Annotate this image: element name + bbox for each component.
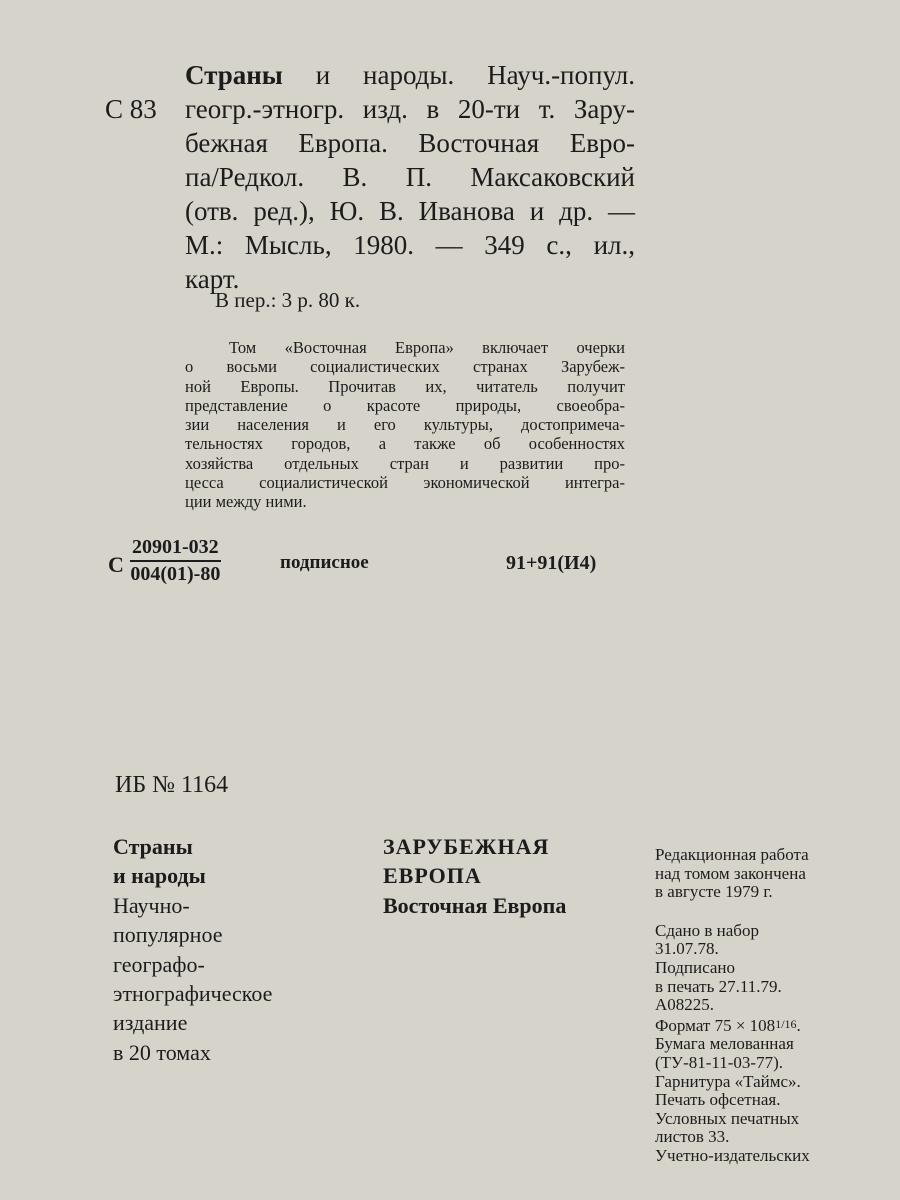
imprint-line: Подписано — [655, 957, 736, 977]
index-fraction — [130, 536, 221, 586]
call-number: С 83 — [105, 94, 157, 124]
imprint-line: Сдано в набор — [655, 920, 759, 940]
subscription-label: подписное — [280, 552, 369, 573]
imprint-line: Условных печатных — [655, 1108, 800, 1128]
volume-title-block — [383, 832, 566, 920]
biblio-title: Страны — [185, 60, 283, 90]
imprint-line: А08225. — [655, 995, 715, 1015]
imprint-block — [655, 846, 895, 1166]
series-line: географо- — [113, 951, 205, 977]
biblio-line: (отв. ред.), Ю. В. Иванова и др. — — [185, 196, 635, 226]
index-denominator: 004(01)-80 — [130, 563, 221, 585]
annotation-line: цесса социалистической экономической интегра- — [185, 473, 625, 493]
series-line: Научно- — [113, 892, 190, 918]
price: В пер.: 3 р. 80 к. — [215, 288, 361, 312]
index-letter: С — [108, 552, 124, 577]
format-fraction: 1/16 — [775, 1016, 797, 1031]
annotation-line: хозяйства отдельных стран и развитии про- — [185, 453, 625, 473]
annotation-line: тельностях городов, а также об особенностях — [185, 434, 625, 454]
annotation — [185, 338, 625, 512]
imprint-gap — [655, 902, 895, 922]
annotation-line: зии населения и его культуры, достопримеча- — [185, 415, 625, 435]
imprint-line: листов 33. — [655, 1127, 730, 1147]
series-block — [113, 832, 272, 1067]
series-line: популярное — [113, 922, 223, 948]
imprint-line: Редакционная работа — [655, 845, 809, 864]
volume-title-line: ЗАРУБЕЖНАЯ — [383, 834, 550, 859]
annotation-line: ной Европы. Прочитав их, читатель получит — [185, 376, 625, 396]
imprint-line: Учетно-издательских — [655, 1145, 810, 1165]
annotation-line: о восьми социалистических странах Зарубеж- — [185, 357, 625, 377]
imprint-line: над томом закончена — [655, 863, 806, 883]
imprint-line: в августе 1979 г. — [655, 882, 773, 902]
annotation-line: ции между ними. — [185, 492, 307, 512]
imprint-line: 31.07.78. — [655, 939, 719, 959]
biblio-line: Страны и народы. Науч.-попул. — [185, 60, 635, 90]
imprint-line: в печать 27.11.79. — [655, 976, 782, 996]
biblio-line: бежная Европа. Восточная Евро- — [185, 128, 635, 158]
annotation-line: представление о красоте природы, своеобра- — [185, 395, 625, 415]
series-title-line: Страны — [113, 834, 193, 859]
imprint-line: Бумага мелованная — [655, 1034, 794, 1054]
biblio-line: М.: Мысль, 1980. — 349 с., ил., — [185, 230, 635, 260]
series-line: издание — [113, 1010, 188, 1036]
series-line: в 20 томах — [113, 1039, 211, 1065]
imprint-line: Печать офсетная. — [655, 1090, 781, 1110]
biblio-line: па/Редкол. В. П. Максаковский — [185, 162, 635, 192]
biblio-line: геогр.-этногр. изд. в 20-ти т. Зару- — [185, 94, 635, 124]
imprint-line: (ТУ-81-11-03-77). — [655, 1052, 784, 1072]
imprint-line: Гарнитура «Таймс». — [655, 1071, 801, 1091]
biblio-line: карт. — [185, 264, 240, 294]
series-line: этнографическое — [113, 981, 273, 1007]
index-block — [108, 535, 638, 595]
bibliographic-entry — [185, 58, 635, 296]
volume-title-line: ЕВРОПА — [383, 863, 482, 889]
classification-code: 91+91(И4) — [506, 552, 597, 574]
ib-number: ИБ № 1164 — [115, 772, 229, 798]
annotation-line: Том «Восточная Европа» включает очерки — [229, 338, 625, 357]
imprint-format-line: Формат 75 × 1081/16. — [655, 1015, 801, 1035]
index-numerator: 20901-032 — [130, 536, 221, 562]
series-title-line: и народы — [113, 863, 206, 889]
volume-subtitle: Восточная Европа — [383, 892, 567, 918]
